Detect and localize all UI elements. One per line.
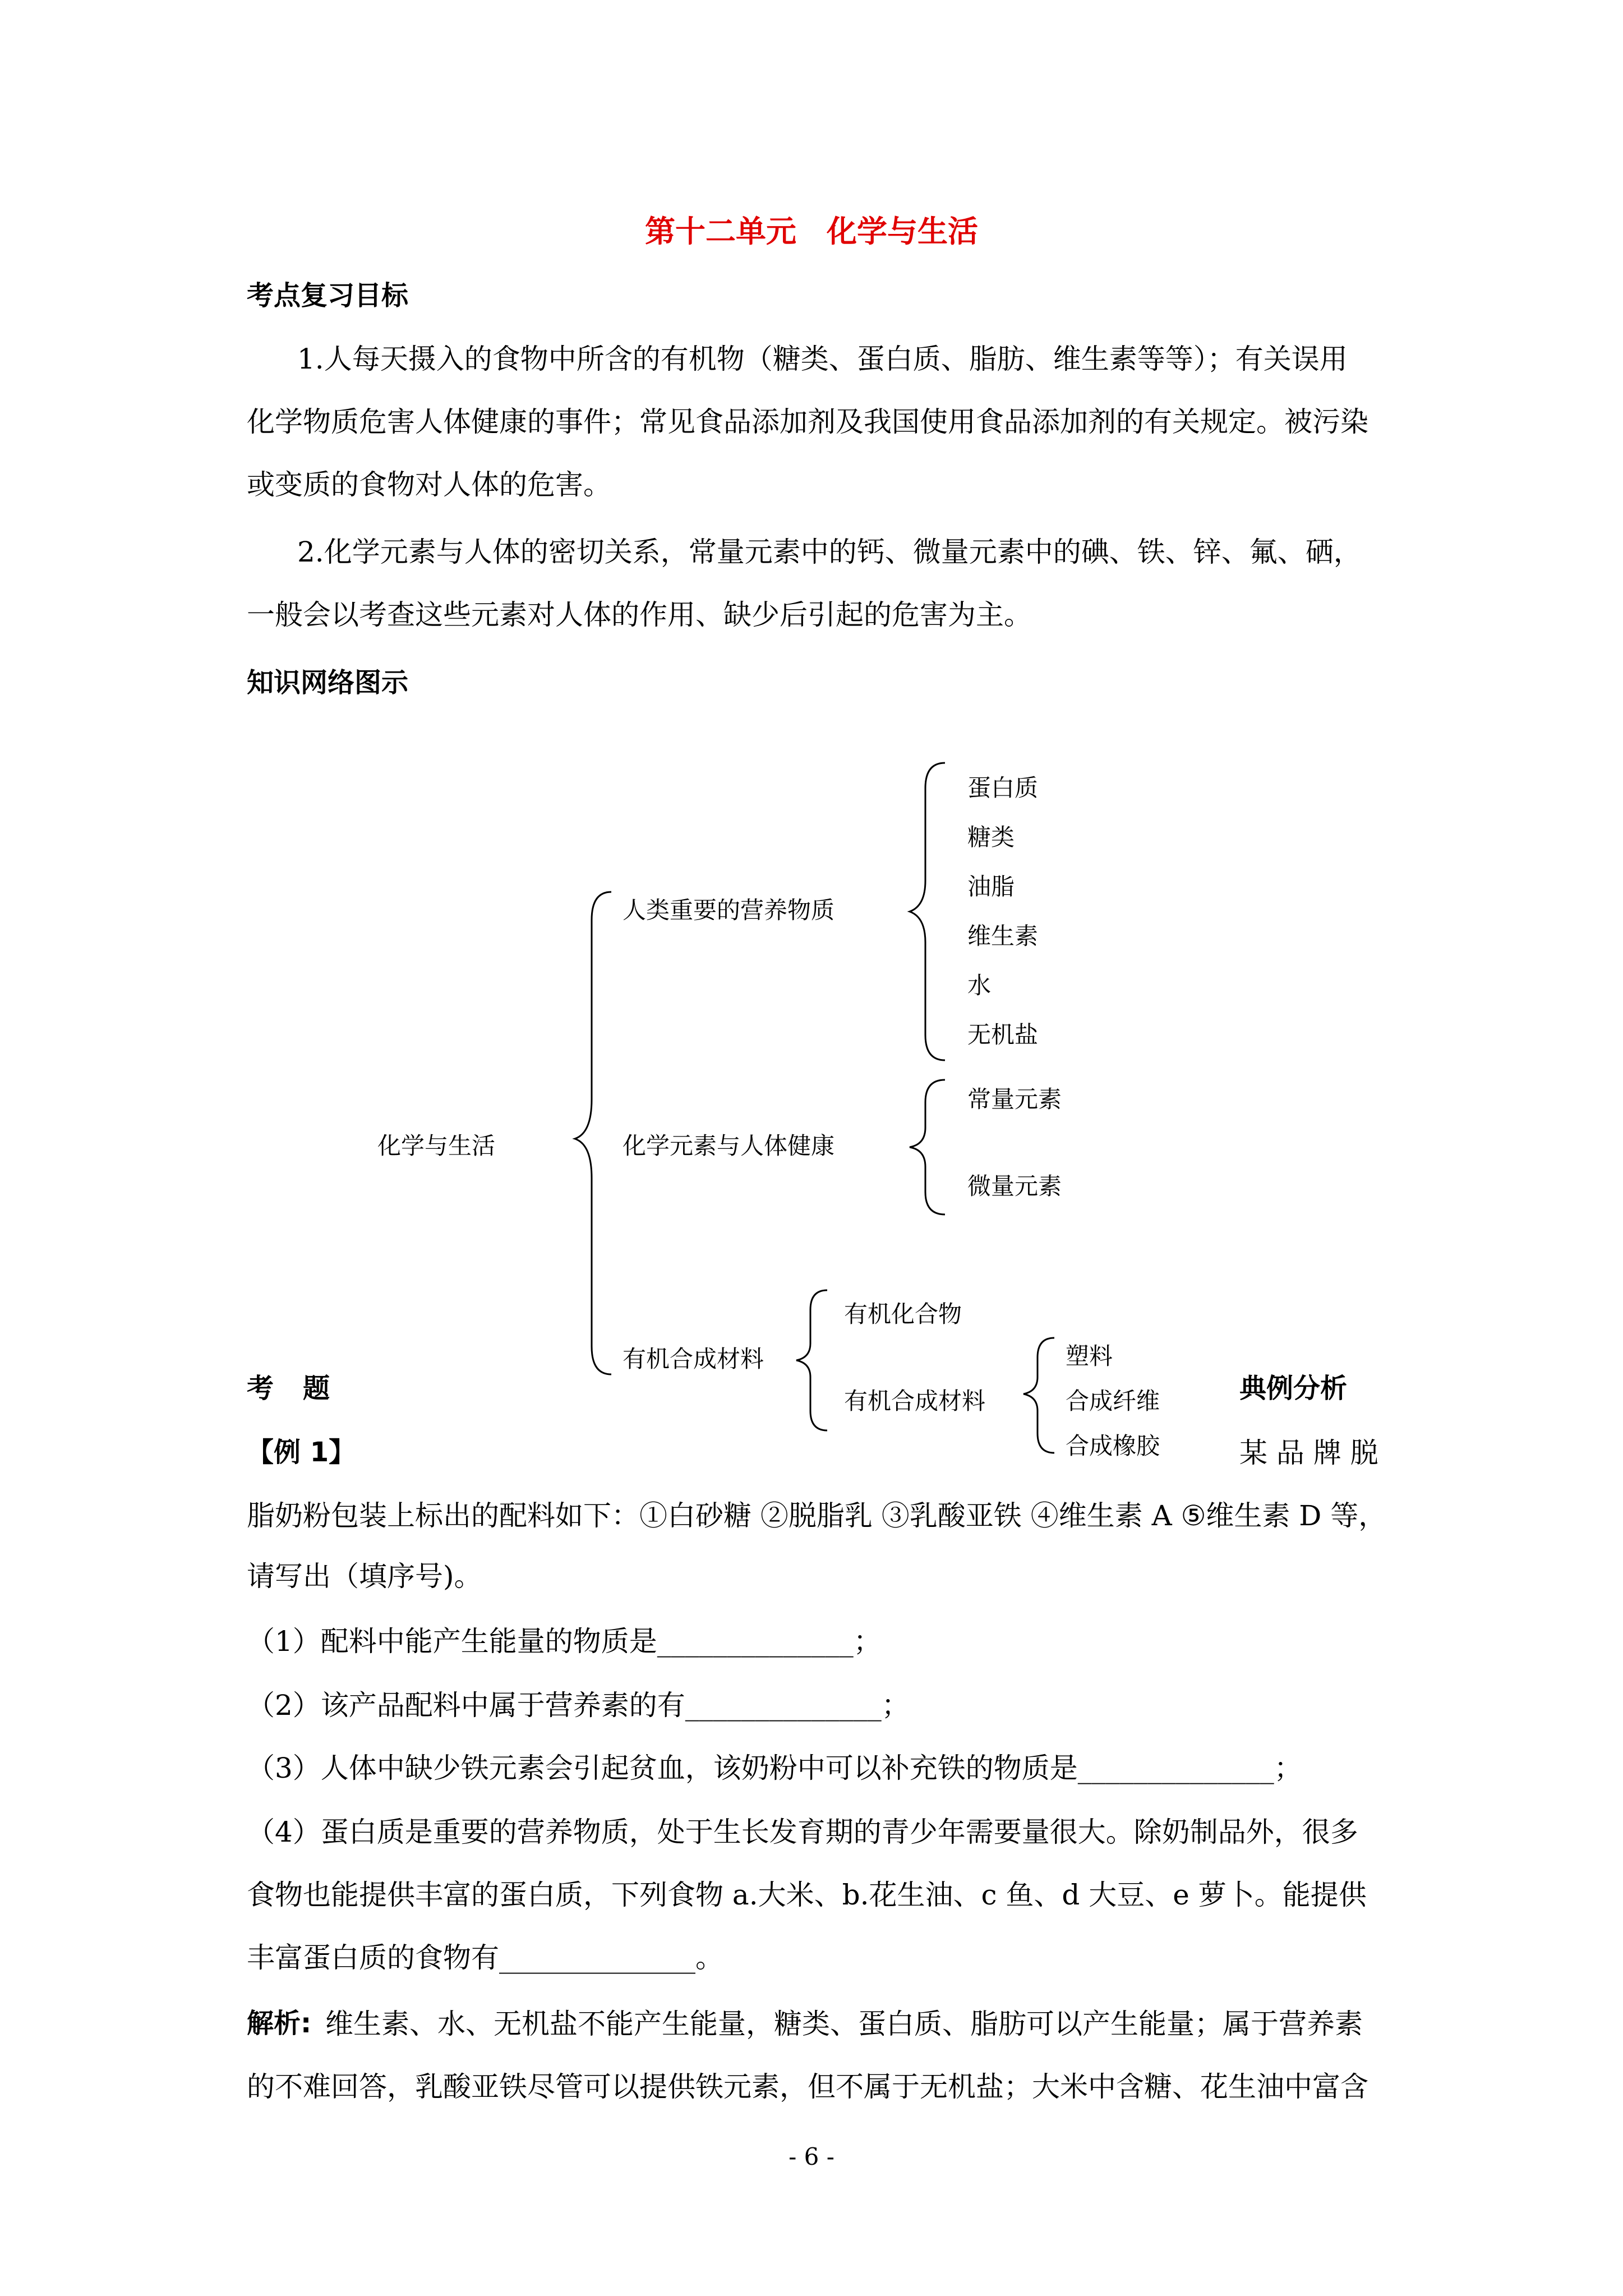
question-1: （1）配料中能产生能量的物质是______________； <box>247 1625 882 1658</box>
page-number: - 6 - <box>789 2143 834 2170</box>
nutrients-brace <box>910 763 945 1060</box>
elements-brace <box>910 1080 945 1214</box>
heading-knowledge-network: 知识网络图示 <box>247 667 409 698</box>
question-4-line-1: （4）蛋白质是重要的营养物质，处于生长发育期的青少年需要量很大。除奶制品外，很多 <box>247 1816 1358 1848</box>
analysis-line-1: 维生素、水、无机盐不能产生能量，糖类、蛋白质、脂肪可以产生能量；属于营养素 <box>325 2008 1363 2040</box>
diagram-nutrient-item: 油脂 <box>967 873 1015 900</box>
diagram-nutrient-item: 蛋白质 <box>967 774 1039 802</box>
heading-example-analysis: 典例分析 <box>1239 1373 1348 1404</box>
diagram-element-item: 常量元素 <box>967 1085 1062 1113</box>
goal-2-line-2: 一般会以考查这些元素对人体的作用、缺少后引起的危害为主。 <box>247 599 1032 631</box>
diagram-branch-nutrients: 人类重要的营养物质 <box>623 896 835 924</box>
heading-kao: 考 <box>247 1373 274 1404</box>
materials-brace <box>796 1290 827 1430</box>
question-intro-line-1: 脂奶粉包装上标出的配料如下：①白砂糖 ②脱脂乳 ③乳酸亚铁 ④维生素 A ⑤维生素 D 等， <box>247 1499 1387 1532</box>
question-2: （2）该产品配料中属于营养素的有______________； <box>247 1689 910 1722</box>
question-3: （3）人体中缺少铁元素会引起贫血，该奶粉中可以补充铁的物质是______________； <box>247 1752 1302 1784</box>
diagram-nutrient-item: 无机盐 <box>967 1021 1039 1048</box>
diagram-branch-elements: 化学元素与人体健康 <box>623 1132 835 1159</box>
heading-ti: 题 <box>303 1373 330 1404</box>
diagram-material-item: 有机化合物 <box>844 1300 962 1328</box>
analysis-label: 解析: <box>247 2008 312 2039</box>
question-4-line-3: 丰富蛋白质的食物有______________。 <box>247 1941 723 1974</box>
root-brace <box>575 892 611 1374</box>
diagram-material-item: 有机合成材料 <box>844 1387 986 1415</box>
diagram-root-node: 化学与生活 <box>377 1132 496 1159</box>
synthetic-brace <box>1023 1338 1054 1453</box>
diagram-synthetic-item: 塑料 <box>1066 1342 1113 1370</box>
question-4-line-2: 食物也能提供丰富的蛋白质，下列食物 a.大米、b.花生油、c 鱼、d 大豆、e 萝卜。能提供 <box>247 1879 1367 1911</box>
goal-1-line-3: 或变质的食物对人体的危害。 <box>247 468 611 501</box>
page-title: 第十二单元 化学与生活 <box>645 214 978 249</box>
diagram-synthetic-item: 合成纤维 <box>1066 1387 1160 1415</box>
diagram-element-item: 微量元素 <box>967 1172 1062 1200</box>
analysis-line-2: 的不难回答，乳酸亚铁尽管可以提供铁元素，但不属于无机盐；大米中含糖、花生油中富含 <box>247 2070 1368 2103</box>
goal-2-line-1: 2.化学元素与人体的密切关系，常量元素中的钙、微量元素中的碘、铁、锌、氟、硒， <box>297 536 1362 568</box>
diagram-branch-materials: 有机合成材料 <box>623 1345 764 1373</box>
diagram-nutrient-item: 水 <box>967 972 992 999</box>
question-intro-line-2: 请写出（填序号)。 <box>247 1560 482 1593</box>
example-label: 【例 1】 <box>247 1437 356 1468</box>
diagram-nutrient-item: 糖类 <box>967 823 1015 851</box>
diagram-synthetic-item: 合成橡胶 <box>1066 1432 1160 1460</box>
heading-review-goals: 考点复习目标 <box>247 280 409 311</box>
goal-1-line-2: 化学物质危害人体健康的事件；常见食品添加剂及我国使用食品添加剂的有关规定。被污染 <box>247 406 1368 438</box>
example-intro-tail: 某 品 牌 脱 <box>1239 1437 1378 1469</box>
goal-1-line-1: 1.人每天摄入的食物中所含的有机物（糖类、蛋白质、脂肪、维生素等等）；有关误用 <box>297 343 1348 375</box>
diagram-nutrient-item: 维生素 <box>967 922 1039 950</box>
